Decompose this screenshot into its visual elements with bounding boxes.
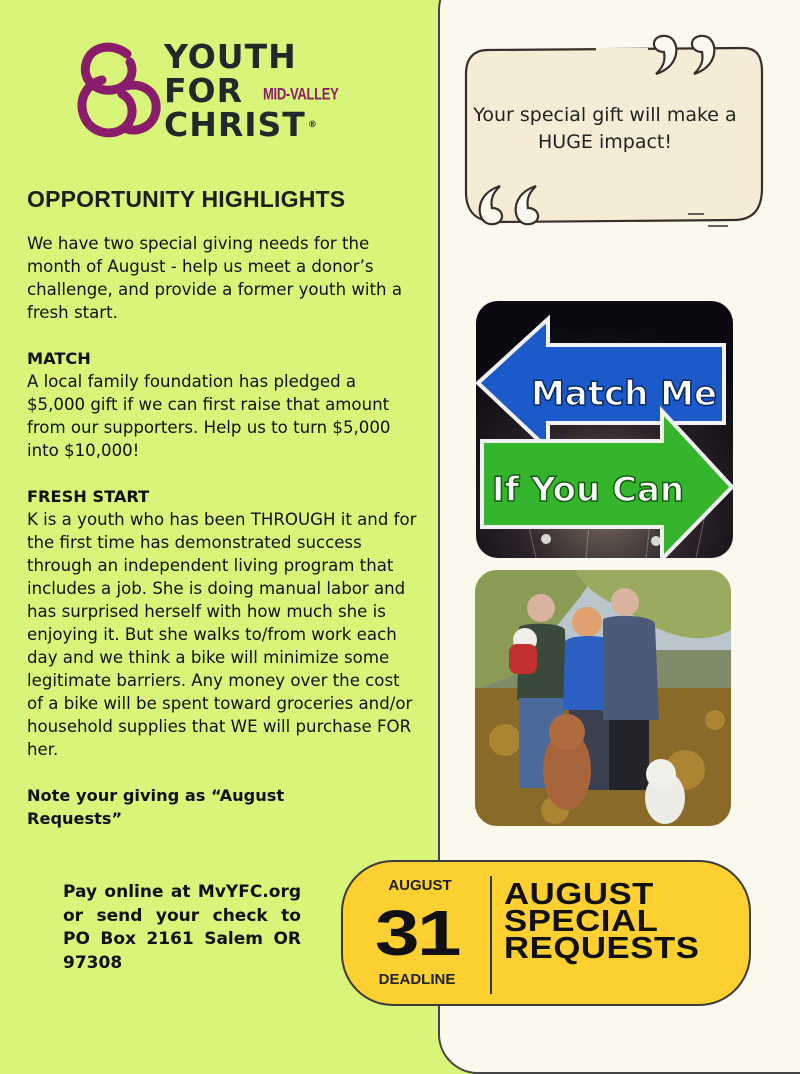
match-heading: MATCH	[27, 349, 91, 368]
match-me-arrows-graphic	[476, 301, 733, 558]
special-requests-title	[504, 876, 773, 965]
deadline-label: DEADLINE	[378, 971, 456, 988]
intro-paragraph: We have two special giving needs for the month of August - help us meet a donor’s challenge, and provide a former youth with a fresh start.	[27, 234, 403, 322]
match-me-image	[476, 301, 733, 558]
fresh-start-paragraph: K is a youth who has been THROUGH it and for the first time has demonstrated success through an independent living program that includes a job. She is doing manual labor and has surprised herself with how much she is enjoying it. But she walks to/from work each day and we think a bike will minimize some legitimate barriers. Any money over the cost of a bike will be spent toward groceries and/or household supplies that WE will purchase FOR her.	[27, 510, 417, 759]
title-line-1: AUGUST	[504, 876, 654, 911]
giving-note: Note your giving as “August Requests”	[27, 786, 285, 828]
match-paragraph: A local family foundation has pledged a $5,000 gift if we can first raise that amount from our supporters. Help us to turn $5,000 into $10,000!	[27, 372, 391, 460]
sign-line-1: Match Me	[530, 374, 718, 414]
sign-line-2: If You Can	[491, 470, 685, 510]
family-photo	[475, 570, 731, 826]
title-line-2: SPECIAL	[504, 903, 659, 938]
body-copy	[27, 232, 419, 830]
interlocked-rings-logo-icon	[72, 40, 164, 150]
title-line-3: REQUESTS	[504, 930, 700, 965]
section-heading: OPPORTUNITY HIGHLIGHTS	[27, 186, 346, 212]
logo-line-christ: CHRIST	[164, 105, 306, 144]
badge-divider	[490, 876, 492, 994]
logo-subtitle: MID-VALLEY	[263, 83, 339, 104]
deadline-day: 31	[375, 897, 459, 969]
ministry-logo	[72, 37, 342, 150]
payment-instructions: Pay online at MvYFC.org or send your check to PO Box 2161 Salem OR 97308	[63, 882, 301, 973]
logo-line-youth: YOUTH	[164, 37, 297, 76]
fresh-start-heading: FRESH START	[27, 487, 150, 506]
deadline-month: AUGUST	[388, 877, 452, 894]
family-with-dogs-photo	[475, 570, 731, 826]
logo-line-for: FOR	[164, 71, 244, 110]
registered-mark: ®	[307, 120, 318, 130]
quote-text: Your special gift will make a HUGE impact!	[473, 104, 737, 153]
